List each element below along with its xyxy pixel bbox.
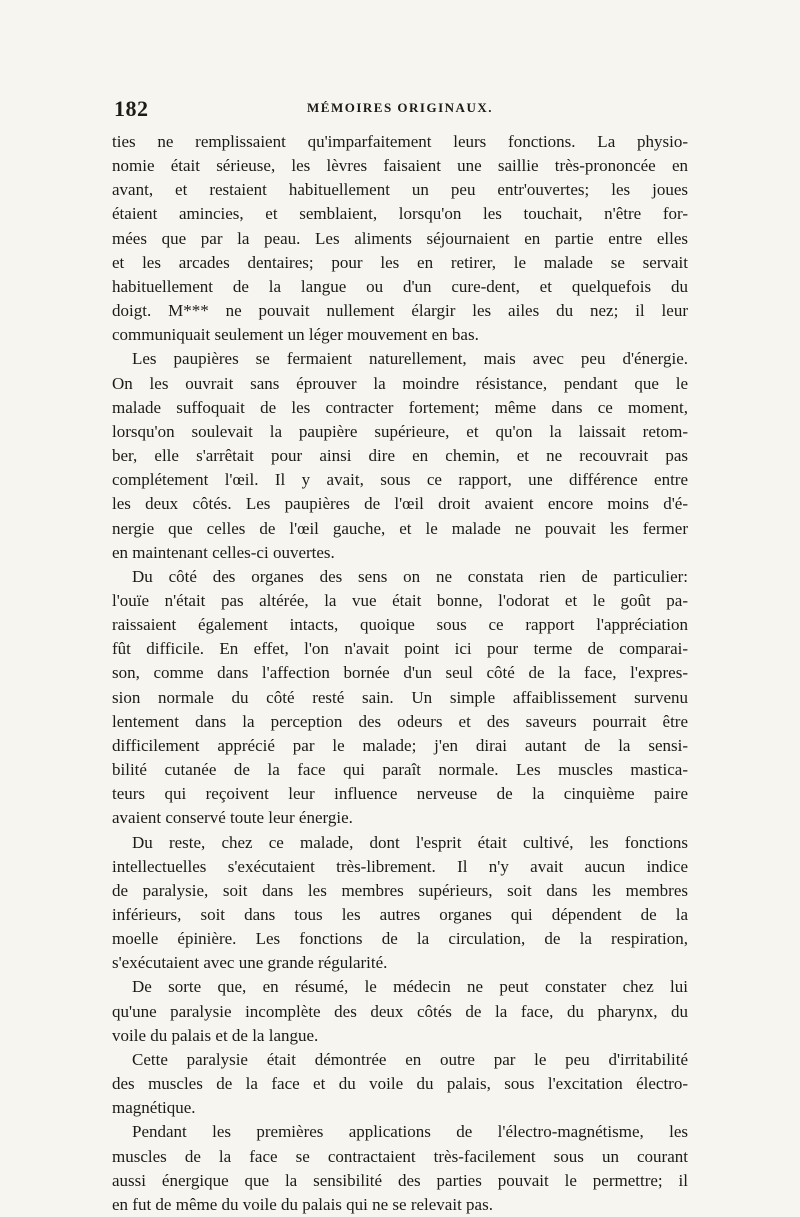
line-text: de paralysie, soit dans les membres supérieurs, soit dans les membres [112,880,688,900]
text-line [112,275,688,299]
text-line [112,734,688,758]
line-text: inférieurs, soit dans tous les autres organes qui dépendent de la [112,905,688,924]
text-line [112,347,688,371]
text-line [112,541,688,565]
line-text: Du côté des organes des sens on ne constata rien de particulier: [132,566,688,586]
text-line [112,903,688,927]
text-line [112,517,688,541]
text-line [112,758,688,782]
text-line [112,1024,688,1048]
line-text: muscles de la face se contractaient très-facilement sous un courant [112,1146,688,1166]
text-line [112,1169,688,1193]
line-text: en maintenant celles-ci ouvertes. [112,542,335,562]
line-text: mées que par la peau. Les aliments séjournaient en partie entre elles [112,228,688,248]
text-line [112,178,688,202]
text-line [112,1072,688,1096]
line-text: aussi énergique que la sensibilité des parties pouvait le permettre; il [112,1170,688,1190]
line-text: fût difficile. En effet, l'on n'avait point ici pour terme de comparai- [112,639,688,659]
text-line [112,927,688,951]
line-text: en fut de même du voile du palais qui ne se relevait pas. [112,1194,493,1214]
text-line [112,613,688,637]
line-text: sion normale du côté resté sain. Un simple affaiblissement survenu [112,687,688,707]
line-text: intellectuelles s'exécutaient très-librement. Il n'y avait aucun indice [112,856,688,876]
line-text: l'ouïe n'était pas altérée, la vue était bonne, l'odorat et le goût pa- [112,590,688,610]
text-line [112,806,688,830]
text-line [112,372,688,396]
line-text: Cette paralysie était démontrée en outre par le peu d'irritabilité [132,1049,688,1069]
text-line [112,589,688,613]
text-line [112,1145,688,1169]
line-text: et les arcades dentaires; pour les en retirer, le malade se servait [112,252,688,272]
line-text: raissaient également intacts, quoique sous ce rapport l'appréciation [112,615,688,635]
line-text: son, comme dans l'affection bornée d'un seul côté de la face, l'expres- [112,663,688,683]
text-line [112,855,688,879]
text-line [112,975,688,999]
text-line [112,686,688,710]
text-line [112,637,688,661]
text-line [112,154,688,178]
text-line [112,396,688,420]
text-line [112,420,688,444]
line-text: étaient amincies, et semblaient, lorsqu'on les touchait, n'être for- [112,204,688,224]
text-line [112,1120,688,1144]
text-line [112,202,688,226]
text-line [112,1193,688,1217]
line-text: nomie était sérieuse, les lèvres faisaient une saillie très-prononcée en [112,156,688,176]
text-line [112,299,688,323]
text-line [112,661,688,685]
text-line [112,879,688,903]
text-line [112,1000,688,1024]
line-text: ber, elle s'arrêtait pour ainsi dire en chemin, et ne recouvrait pas [112,446,688,466]
line-text: On les ouvrait sans éprouver la moindre résistance, pendant que le [112,373,688,393]
line-text: Du reste, chez ce malade, dont l'esprit était cultivé, les fonctions [132,832,688,852]
line-text: des muscles de la face et du voile du palais, sous l'excitation électro- [112,1074,688,1094]
line-text: lentement dans la perception des odeurs et des saveurs pourrait être [112,711,688,731]
line-text: s'exécutaient avec une grande régularité. [112,953,388,973]
book-page [112,96,688,1217]
line-text: teurs qui reçoivent leur influence nerveuse de la cinquième paire [112,784,688,804]
text-line [112,468,688,492]
line-text: complétement l'œil. Il y avait, sous ce rapport, une différence entre [112,470,688,490]
line-text: Les paupières se fermaient naturellement, mais avec peu d'énergie. [132,349,688,369]
text-line [112,1096,688,1120]
line-text: communiquait seulement un léger mouvement en bas. [112,325,479,345]
line-text: De sorte que, en résumé, le médecin ne peut constater chez lui [132,977,688,997]
body-text [112,130,688,1217]
line-text: malade suffoquait de les contracter fortement; même dans ce moment, [112,397,688,417]
line-text: Pendant les premières applications de l'électro-magnétisme, les [132,1122,688,1142]
running-head: MÉMOIRES ORIGINAUX. [307,100,493,115]
text-line [112,251,688,275]
page-header [112,96,688,124]
text-line [112,951,688,975]
text-line [112,444,688,468]
text-line [112,565,688,589]
line-text: bilité cutanée de la face qui paraît normale. Les muscles mastica- [112,760,688,780]
page-number: 182 [114,96,149,121]
line-text: nergie que celles de l'œil gauche, et le malade ne pouvait les fermer [112,518,688,538]
line-text: avaient conservé toute leur énergie. [112,808,353,828]
line-text: doigt. M*** ne pouvait nullement élargir les ailes du nez; il leur [112,301,688,321]
text-line [112,782,688,806]
line-text: lorsqu'on soulevait la paupière supérieure, et qu'on la laissait retom- [112,421,688,441]
text-line [112,323,688,347]
text-line [112,831,688,855]
line-text: qu'une paralysie incomplète des deux côtés de la face, du pharynx, du [112,1001,688,1021]
line-text: les deux côtés. Les paupières de l'œil droit avaient encore moins d'é- [112,494,688,514]
line-text: moelle épinière. Les fonctions de la circulation, de la respiration, [112,929,688,949]
line-text: ties ne remplissaient qu'imparfaitement leurs fonctions. La physio- [112,132,688,151]
text-line [112,710,688,734]
line-text: difficilement apprécié par le malade; j'en dirai autant de la sensi- [112,735,688,755]
text-line [112,227,688,251]
line-text: avant, et restaient habituellement un peu entr'ouvertes; les joues [112,180,688,200]
line-text: magnétique. [112,1098,196,1118]
text-line [112,492,688,516]
text-line [112,130,688,154]
text-line [112,1048,688,1072]
line-text: habituellement de la langue ou d'un cure-dent, et quelquefois du [112,276,688,296]
line-text: voile du palais et de la langue. [112,1025,319,1045]
